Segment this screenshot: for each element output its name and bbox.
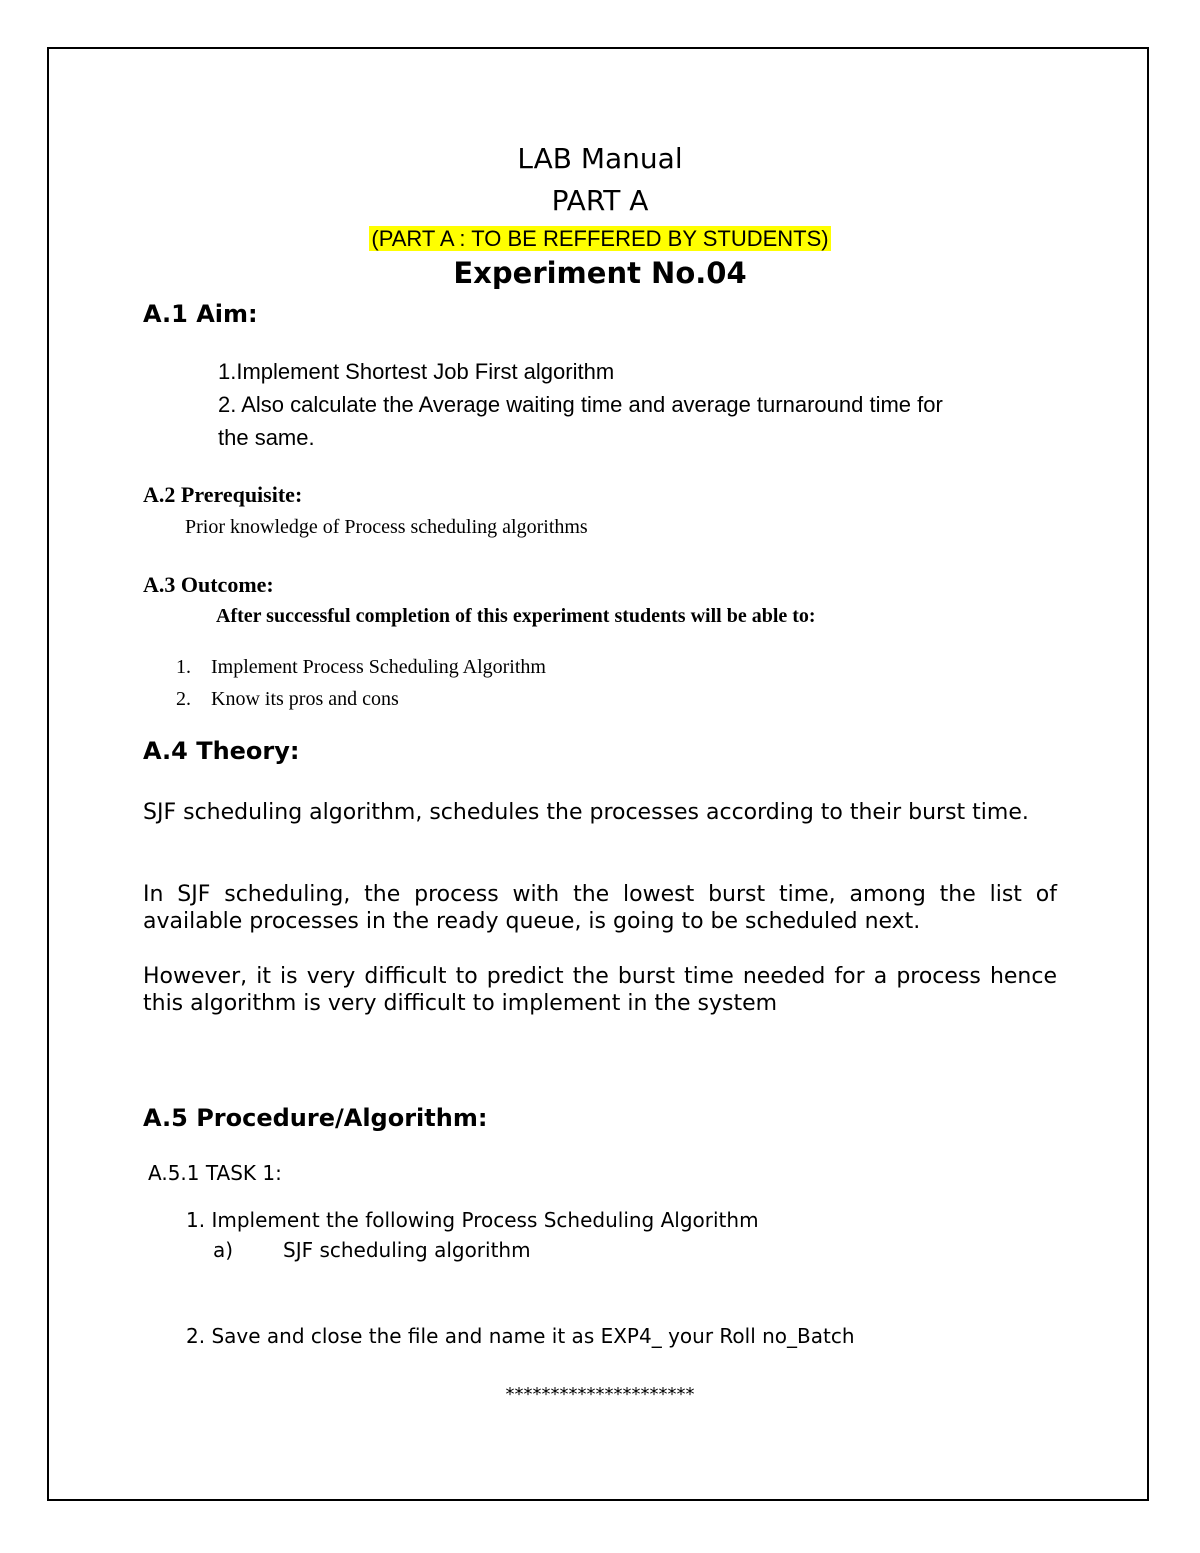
procedure-step-1a-text: SJF scheduling algorithm xyxy=(283,1238,531,1262)
theory-paragraph-2: In SJF scheduling, the process with the lowest burst time, among the list of available processes in the ready queue, is going to be scheduled next. xyxy=(143,882,1057,934)
theory-paragraph-1: SJF scheduling algorithm, schedules the processes according to their burst time. xyxy=(143,800,1029,825)
theory-heading: A.4 Theory: xyxy=(143,737,300,765)
outcome-intro: After successful completion of this experiment students will be able to: xyxy=(216,605,816,627)
prerequisite-heading: A.2 Prerequisite: xyxy=(143,482,303,507)
aim-line-3: the same. xyxy=(218,425,315,450)
aim-heading: A.1 Aim: xyxy=(143,300,258,328)
procedure-heading: A.5 Procedure/Algorithm: xyxy=(143,1104,488,1132)
outcome-item-num: 2. xyxy=(176,688,191,710)
experiment-title: Experiment No.04 xyxy=(453,256,747,290)
procedure-step-1: 1. Implement the following Process Scheduling Algorithm xyxy=(186,1208,759,1232)
part-title: PART A xyxy=(551,184,649,217)
outcome-item: Implement Process Scheduling Algorithm xyxy=(211,656,546,678)
aim-line-2: 2. Also calculate the Average waiting time and average turnaround time for xyxy=(218,392,943,417)
outcome-heading: A.3 Outcome: xyxy=(143,572,274,597)
end-marker: ********************* xyxy=(505,1384,695,1405)
procedure-step-1a-label: a) xyxy=(213,1238,234,1262)
aim-line-1: 1.Implement Shortest Job First algorithm xyxy=(218,359,615,384)
theory-paragraph-3: However, it is very difficult to predict the burst time needed for a process hence this algorithm is very difficult to implement in the system xyxy=(143,964,1057,1016)
manual-title: LAB Manual xyxy=(517,142,683,175)
outcome-item: Know its pros and cons xyxy=(211,688,399,710)
procedure-step-2: 2. Save and close the file and name it as EXP4_ your Roll no_Batch xyxy=(186,1324,855,1348)
highlight-note: (PART A : TO BE REFFERED BY STUDENTS) xyxy=(371,226,829,251)
task-heading: A.5.1 TASK 1: xyxy=(148,1161,282,1185)
outcome-item-num: 1. xyxy=(176,656,191,678)
highlight-note-wrap xyxy=(0,226,1200,252)
prerequisite-text: Prior knowledge of Process scheduling algorithms xyxy=(185,516,588,538)
